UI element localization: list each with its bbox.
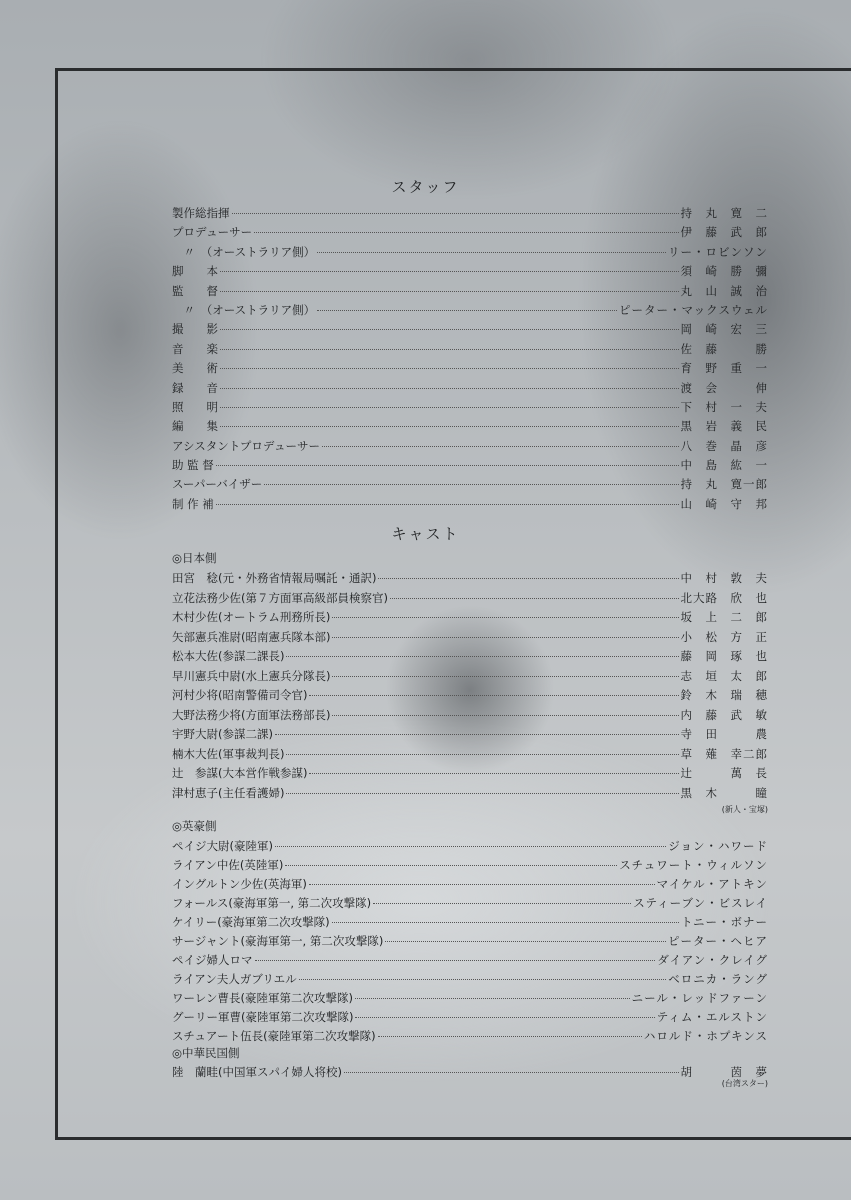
credit-name: 山 崎 守 邦	[680, 496, 768, 511]
credit-role: 矢部憲兵准尉(昭南憲兵隊本部)	[172, 629, 331, 644]
dot-leader	[299, 979, 667, 980]
credit-role: 撮 影	[172, 322, 218, 337]
credit-role: 辻 参謀(大本営作戦参謀)	[172, 766, 308, 780]
credit-row	[172, 360, 768, 379]
credit-row	[172, 570, 768, 590]
credit-role: ライアン夫人ガブリエル	[172, 972, 297, 987]
credit-row	[172, 687, 768, 707]
credit-row	[172, 971, 768, 990]
credit-row	[172, 857, 768, 876]
credit-name: ベロニカ・ラング	[668, 972, 768, 987]
credit-role: 楠木大佐(軍事裁判長)	[172, 746, 285, 761]
credit-role: 松本大佐(参謀二課長)	[172, 649, 285, 663]
credit-name: 草 薙 幸二郎	[680, 746, 768, 761]
credit-role: ペイジ大尉(豪陸軍)	[172, 838, 273, 853]
credit-name: 八 巻 晶 彦	[680, 438, 768, 453]
dot-leader	[220, 329, 679, 330]
dot-leader	[286, 793, 678, 794]
dot-leader	[317, 252, 666, 253]
credit-role: 美 術	[172, 361, 218, 376]
credit-row	[172, 283, 768, 302]
dot-leader	[275, 846, 666, 847]
credit-role: グーリー軍曹(豪陸軍第二次攻撃隊)	[172, 1010, 354, 1025]
credit-name: 岡 崎 宏 三	[680, 322, 768, 337]
credit-row	[172, 476, 768, 495]
dot-leader	[286, 656, 678, 657]
dot-leader	[220, 426, 679, 427]
credit-role: スーパーバイザー	[172, 477, 263, 492]
credit-row	[172, 590, 768, 610]
credit-role: 立花法務少佐(第７方面軍高級部員検察官)	[172, 590, 388, 605]
dot-leader	[309, 773, 678, 774]
credit-role: 陸 蘭畦(中国軍スパイ婦人将校)	[172, 1065, 342, 1079]
group-label-china: ◎中華民国側	[172, 1046, 240, 1060]
credit-role: 大野法務少将(方面軍法務部長)	[172, 707, 331, 722]
credit-row	[172, 399, 768, 418]
credit-role: アシスタントプロデューサー	[172, 438, 321, 453]
dot-leader	[332, 637, 678, 638]
credit-name: 育 野 重 一	[680, 361, 768, 376]
dot-leader	[385, 941, 666, 942]
cast-china-section	[172, 1045, 768, 1089]
dot-leader	[309, 884, 655, 885]
credit-name: 小 松 方 正	[680, 629, 768, 644]
credit-name: 佐 藤 勝	[680, 341, 768, 356]
credit-row	[172, 746, 768, 766]
credit-row	[172, 876, 768, 895]
credit-role: 製作総指揮	[172, 206, 230, 220]
credit-role: 録 音	[172, 380, 218, 395]
credit-name: リー・ロビンソン	[668, 244, 768, 259]
credit-role: 助 監 督	[172, 458, 214, 473]
credit-role: 〃 （オーストラリア側）	[172, 302, 316, 317]
credit-name: ダイアン・クレイグ	[657, 953, 768, 968]
credit-row	[172, 1009, 768, 1028]
credit-name: 丸 山 誠 治	[680, 283, 768, 298]
dot-leader	[220, 349, 679, 350]
staff-list	[172, 205, 768, 515]
credit-role: ペイジ婦人ロマ	[172, 953, 253, 968]
credit-name: 志 垣 太 郎	[680, 668, 768, 683]
credit-row	[172, 933, 768, 952]
credit-role: 河村少将(昭南警備司令官)	[172, 688, 308, 702]
credit-role: 田宮 稔(元・外務省情報局嘱託・通訳)	[172, 571, 377, 585]
credit-name: スティーブン・ビスレイ	[633, 895, 768, 910]
dot-leader	[216, 465, 679, 466]
credit-name: 持 丸 寛一郎	[680, 477, 768, 492]
credit-row	[172, 785, 768, 805]
credit-role: 照 明	[172, 399, 218, 414]
credit-role: 編 集	[172, 419, 218, 434]
dot-leader	[216, 504, 679, 505]
credit-row	[172, 321, 768, 340]
credit-role: ケイリー(豪海軍第二次攻撃隊)	[172, 914, 330, 929]
credit-name: 黒 岩 義 民	[680, 419, 768, 434]
credit-role: サージャント(豪海軍第一, 第二次攻撃隊)	[172, 933, 384, 948]
credit-role: 脚 本	[172, 264, 218, 279]
credit-name: 渡 会 伸	[680, 380, 768, 395]
dot-leader	[254, 232, 678, 233]
dot-leader	[373, 903, 631, 904]
credit-note: (新人・宝塚)	[721, 805, 768, 814]
credit-row	[172, 244, 768, 263]
credit-row	[172, 765, 768, 785]
credit-row	[172, 914, 768, 933]
credit-name: 伊 藤 武 郎	[680, 225, 768, 240]
credit-name: 坂 上 二 郎	[680, 610, 768, 624]
dot-leader	[378, 1036, 642, 1037]
dot-leader	[332, 676, 678, 677]
credit-role: イングルトン少佐(英海軍)	[172, 876, 307, 891]
dot-leader	[286, 754, 678, 755]
credit-row	[172, 1064, 768, 1078]
credit-row	[172, 952, 768, 971]
credit-row	[172, 629, 768, 649]
credit-row	[172, 438, 768, 457]
credit-row	[172, 418, 768, 437]
credit-role: 監 督	[172, 283, 218, 298]
cast-allies-section	[172, 818, 768, 1048]
credit-row	[172, 609, 768, 629]
credit-name: 中 島 紘 一	[680, 458, 768, 473]
credit-name: ピーター・ヘヒア	[668, 933, 768, 948]
staff-heading: スタッフ	[391, 178, 460, 196]
credit-row	[172, 726, 768, 746]
credit-name: 北大路 欣 也	[680, 590, 768, 605]
dot-leader	[220, 368, 679, 369]
credit-name: マイケル・アトキン	[656, 876, 768, 891]
group-label-allies: ◎英豪側	[172, 819, 217, 833]
credit-row	[172, 648, 768, 668]
cast-heading: キャスト	[391, 525, 460, 543]
credit-role: 音 楽	[172, 341, 218, 356]
cast-japan-section	[172, 550, 768, 815]
dot-leader	[264, 484, 678, 485]
dot-leader	[355, 998, 630, 999]
credit-name: 藤 岡 琢 也	[680, 649, 768, 663]
credit-name: 胡 茵 夢	[680, 1065, 768, 1079]
credit-role: 木村少佐(オートラム刑務所長)	[172, 610, 331, 624]
dot-leader	[390, 598, 679, 599]
credit-row	[172, 496, 768, 515]
dot-leader	[332, 922, 679, 923]
dot-leader	[232, 213, 679, 214]
dot-leader	[332, 617, 678, 618]
credit-row	[172, 990, 768, 1009]
credit-role: 津村恵子(主任看護婦)	[172, 785, 285, 800]
credit-role: フォールス(豪海軍第一, 第二次攻撃隊)	[172, 895, 372, 910]
credit-name: 須 崎 勝 彌	[680, 264, 768, 279]
dot-leader	[275, 734, 679, 735]
credit-row	[172, 341, 768, 360]
group-label-japan: ◎日本側	[172, 551, 217, 565]
credit-row	[172, 224, 768, 243]
credit-role: 制 作 補	[172, 496, 214, 511]
credit-note: (台湾スター)	[721, 1079, 768, 1088]
dot-leader	[220, 271, 679, 272]
credit-row	[172, 457, 768, 476]
dot-leader	[309, 695, 678, 696]
credit-role: 〃 （オーストラリア側）	[172, 244, 316, 259]
dot-leader	[378, 578, 678, 579]
dot-leader	[285, 865, 617, 866]
credit-row	[172, 668, 768, 688]
credit-role: ワーレン曹長(豪陸軍第二次攻撃隊)	[172, 991, 353, 1006]
credit-row	[172, 205, 768, 224]
credit-name: 中 村 敦 夫	[680, 571, 768, 585]
credit-name: トニー・ボナー	[680, 914, 768, 929]
credit-row	[172, 838, 768, 857]
credit-row	[172, 380, 768, 399]
dot-leader	[344, 1072, 679, 1073]
credit-name: ピーター・マックスウェル	[619, 302, 768, 317]
credit-row	[172, 263, 768, 282]
credit-role: 早川憲兵中尉(水上憲兵分隊長)	[172, 668, 331, 683]
dot-leader	[317, 310, 617, 311]
credit-role: プロデューサー	[172, 225, 253, 240]
credit-role: スチュアート伍長(豪陸軍第二次攻撃隊)	[172, 1029, 376, 1044]
credit-name: 辻 萬 長	[680, 766, 768, 780]
dot-leader	[322, 446, 678, 447]
credit-name: 持 丸 寛 二	[680, 206, 768, 220]
dot-leader	[220, 291, 679, 292]
dot-leader	[255, 960, 656, 961]
credit-name: 黒 木 瞳	[680, 785, 768, 800]
credit-name: 鈴 木 瑞 穂	[680, 688, 768, 702]
credit-role: 宇野大尉(参謀二課)	[172, 727, 273, 741]
credit-row	[172, 707, 768, 727]
dot-leader	[220, 388, 679, 389]
dot-leader	[332, 715, 678, 716]
credit-name: ティム・エルストン	[656, 1010, 768, 1025]
credit-name: ニール・レッドファーン	[631, 991, 768, 1006]
credit-name: 内 藤 武 敏	[680, 707, 768, 722]
credit-role: ライアン中佐(英陸軍)	[172, 857, 284, 872]
credit-row	[172, 302, 768, 321]
dot-leader	[220, 407, 679, 408]
credit-name: スチュワート・ウィルソン	[619, 857, 768, 872]
credit-name: ジョン・ハワード	[668, 838, 768, 853]
dot-leader	[355, 1017, 654, 1018]
credit-name: ハロルド・ホプキンス	[643, 1029, 768, 1044]
credit-name: 寺 田 農	[680, 727, 768, 741]
credit-row	[172, 895, 768, 914]
credit-name: 下 村 一 夫	[680, 399, 768, 414]
